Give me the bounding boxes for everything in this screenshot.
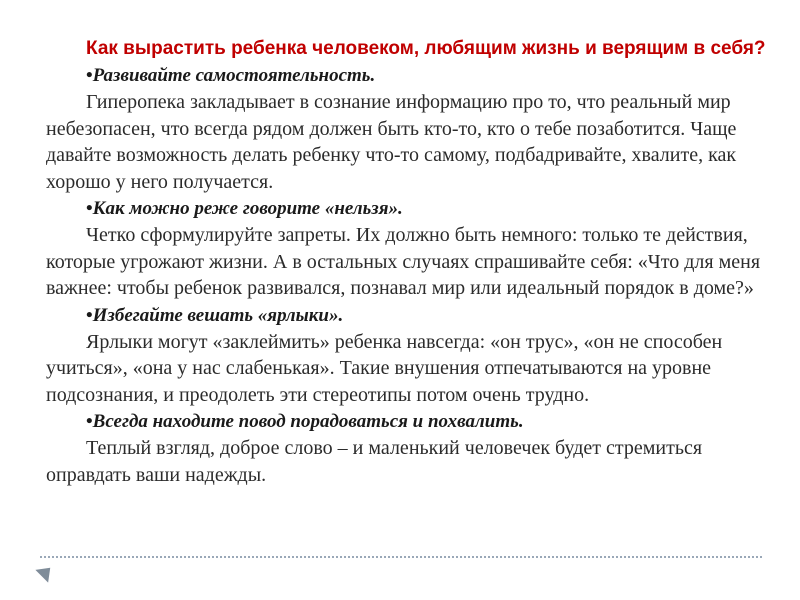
slide-content — [46, 36, 766, 488]
section-text-1: Гиперопека закладывает в сознание информацию про то, что реальный мир небезопасен, что всегда рядом должен быть кто-то, кто о тебе позаботится. Чаще давайте возможность делать ребенку что-то самому, подбадривайте, хвалите, как хорошо у него получается. — [46, 91, 737, 193]
bullet-3: • — [86, 304, 93, 326]
bullet-1: • — [86, 65, 93, 86]
slide-title: Как вырастить ребенка человеком, любящим жизнь и верящим в себя? — [86, 38, 766, 59]
footer-divider — [40, 556, 762, 558]
section-text-3: Ярлыки могут «заклеймить» ребенка навсегда: «он трус», «он не способен учиться», «она у нас слабенькая». Такие внушения отпечатываются на уровне подсознания, и преодолеть эти стереотипы потом очень трудно. — [46, 330, 723, 406]
section-heading-text-4: Всегда находите повод порадоваться и похвалить. — [92, 411, 524, 432]
section-heading-3 — [46, 302, 766, 329]
bullet-2: • — [86, 198, 93, 219]
section-heading-4 — [46, 408, 766, 435]
section-text-4: Теплый взгляд, доброе слово – и маленький человечек будет стремиться оправдать ваши надежды. — [46, 437, 703, 486]
section-heading-1 — [46, 62, 766, 89]
section-text-2: Четко сформулируйте запреты. Их должно быть немного: только те действия, которые угрожают жизни. А в остальных случаях спрашивайте себя: «Что для меня важнее: чтобы ребенок развивался, познавал мир или идеальный порядок в доме?» — [46, 224, 761, 299]
section-heading-2 — [46, 195, 766, 222]
nav-triangle-icon[interactable] — [35, 561, 56, 582]
section-heading-text-2: Как можно реже говорите «нельзя». — [92, 198, 403, 219]
bullet-4: • — [86, 411, 93, 432]
section-heading-text-1: Развивайте самостоятельность. — [92, 65, 376, 86]
section-heading-text-3: Избегайте вешать «ярлыки». — [92, 304, 344, 326]
